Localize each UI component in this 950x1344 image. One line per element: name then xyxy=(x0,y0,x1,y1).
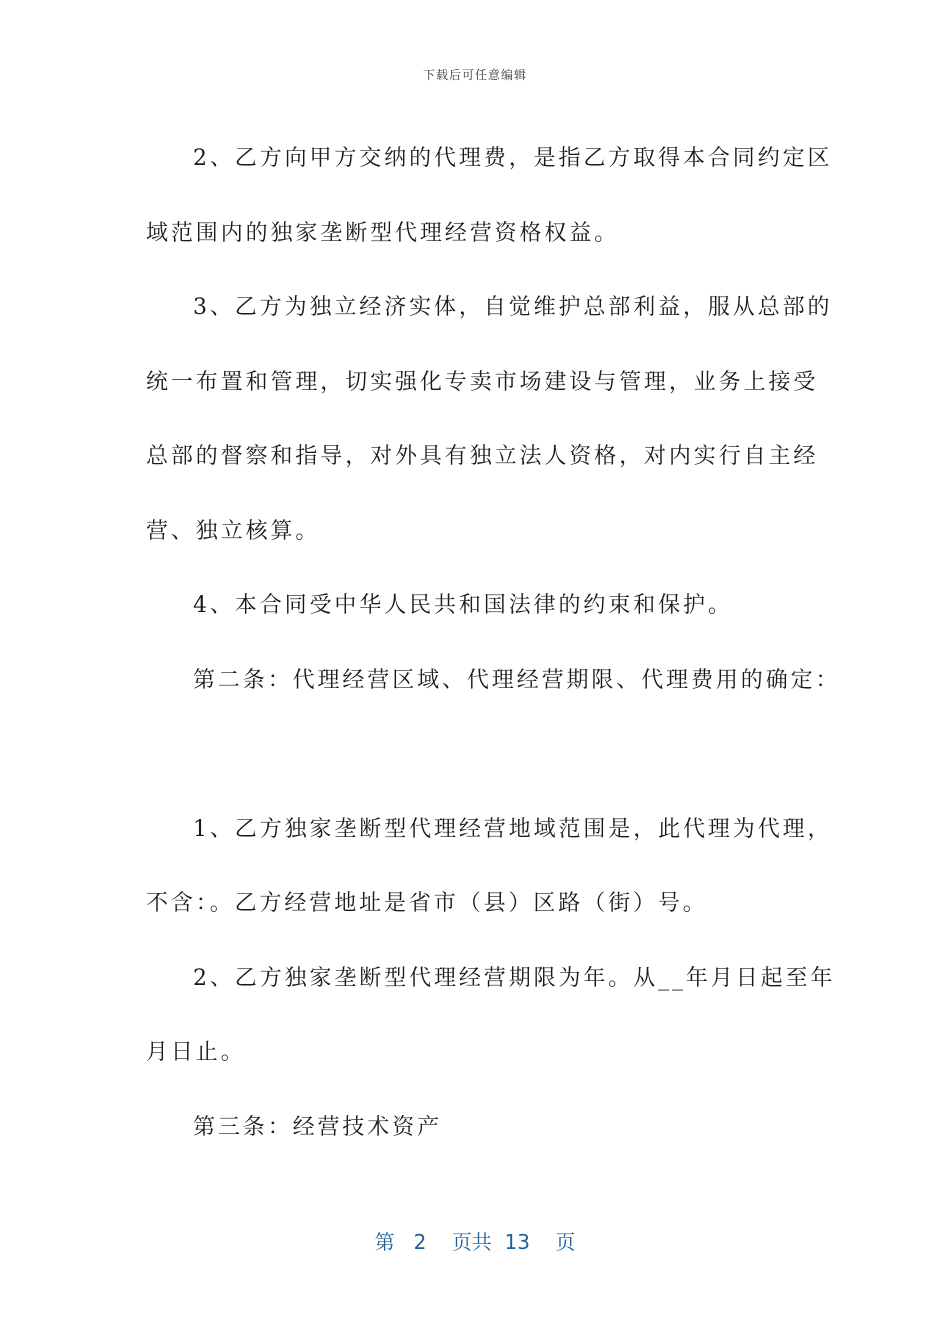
paragraph-line: 3、乙方为独立经济实体，自觉维护总部利益，服从总部的 xyxy=(193,295,833,320)
paragraph-line: 2、乙方向甲方交纳的代理费，是指乙方取得本合同约定区 xyxy=(193,146,833,171)
total-pages-number: 13 xyxy=(504,1230,530,1254)
document-body xyxy=(146,122,841,1165)
section-heading: 第三条：经营技术资产 xyxy=(193,1114,443,1140)
footer-suffix: 页 xyxy=(555,1230,576,1254)
paragraph-line: 域范围内的独家垄断型代理经营资格权益。 xyxy=(146,220,620,246)
paragraph-line: 1、乙方独家垄断型代理经营地域范围是，此代理为代理， xyxy=(193,816,833,842)
paragraph-line: 不含：。乙方经营地址是省市（县）区路（街）号。 xyxy=(146,891,708,916)
footer-middle: 页共 xyxy=(451,1230,492,1254)
blank-line xyxy=(146,718,806,793)
paragraph-line: 营、独立核算。 xyxy=(146,518,321,544)
section-heading: 第二条：代理经营区域、代理经营期限、代理费用的确定： xyxy=(193,667,841,693)
current-page-number: 2 xyxy=(413,1230,427,1254)
paragraph-line: 总部的督察和指导，对外具有独立法人资格，对内实行自主经 xyxy=(146,444,819,469)
paragraph-line: 统一布置和管理，切实强化专卖市场建设与管理，业务上接受 xyxy=(146,369,819,395)
page-footer xyxy=(0,1226,950,1255)
paragraph-line: 2、乙方独家垄断型代理经营期限为年。从__年月日起至年 xyxy=(193,965,836,991)
paragraph-line: 4、本合同受中华人民共和国法律的约束和保护。 xyxy=(193,593,733,618)
footer-prefix: 第 xyxy=(374,1230,395,1254)
header-note: 下载后可任意编辑 xyxy=(422,68,527,82)
paragraph-line: 月日止。 xyxy=(146,1040,246,1065)
